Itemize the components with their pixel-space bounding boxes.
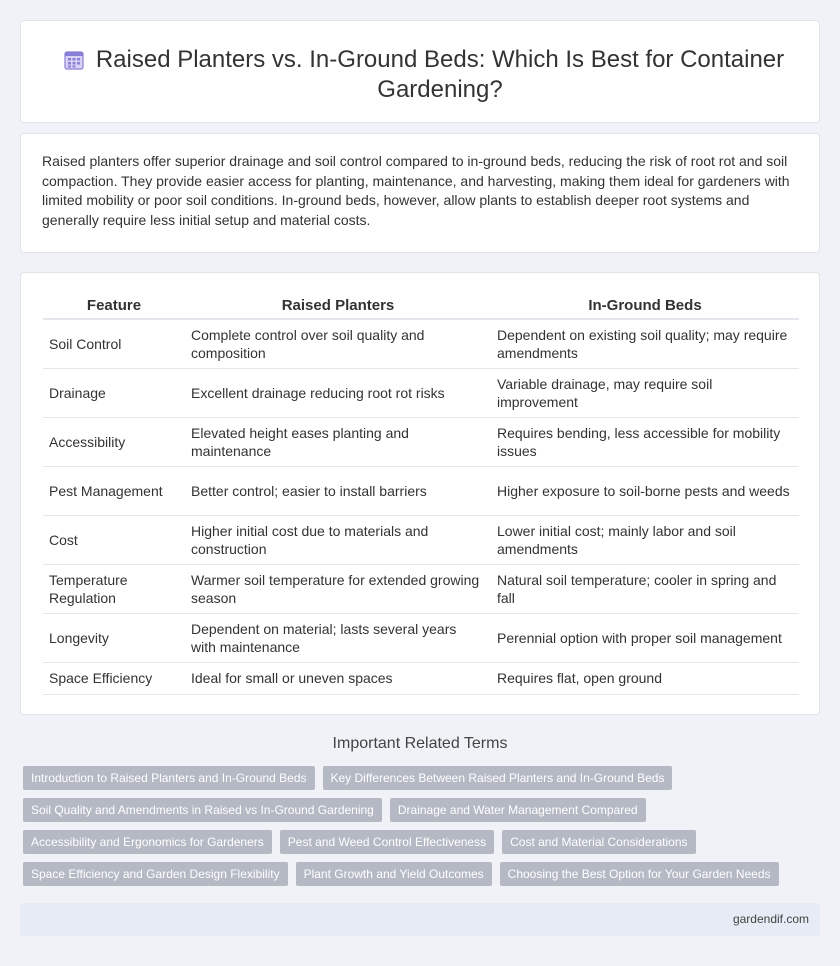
in-ground-beds-cell: Variable drainage, may require soil improvement [491,368,799,417]
raised-planters-cell: Ideal for small or uneven spaces [185,662,491,694]
table-row [43,417,799,466]
comparison-table [43,291,799,695]
related-term-tag[interactable]: Accessibility and Ergonomics for Gardeners [23,830,272,854]
title-card [20,20,820,123]
table-row [43,515,799,564]
feature-cell: Temperature Regulation [43,564,185,613]
feature-cell: Longevity [43,613,185,662]
table-row [43,319,799,368]
page-title: Raised Planters vs. In-Ground Beds: Which Is Best for Container Gardening? [95,46,785,103]
related-term-tag[interactable]: Plant Growth and Yield Outcomes [296,862,492,886]
raised-planters-cell: Warmer soil temperature for extended growing season [185,564,491,613]
feature-cell: Accessibility [43,417,185,466]
related-term-tag[interactable]: Soil Quality and Amendments in Raised vs In-Ground Gardening [23,798,382,822]
raised-planters-cell: Elevated height eases planting and maintenance [185,417,491,466]
in-ground-beds-cell: Dependent on existing soil quality; may require amendments [491,319,799,368]
table-row [43,564,799,613]
raised-planters-cell: Excellent drainage reducing root rot risks [185,368,491,417]
related-term-tag[interactable]: Choosing the Best Option for Your Garden Needs [500,862,779,886]
in-ground-beds-cell: Perennial option with proper soil management [491,613,799,662]
column-header-feature: Feature [43,291,185,319]
comparison-table-card [20,272,820,715]
related-term-tag[interactable]: Drainage and Water Management Compared [390,798,646,822]
column-header-raised-planters: Raised Planters [185,291,491,319]
related-term-tag[interactable]: Key Differences Between Raised Planters and In-Ground Beds [323,766,673,790]
table-row [43,368,799,417]
table-row [43,466,799,515]
related-term-tag[interactable]: Space Efficiency and Garden Design Flexibility [23,862,288,886]
related-terms-list [23,766,823,894]
in-ground-beds-cell: Higher exposure to soil-borne pests and weeds [491,466,799,515]
raised-planters-cell: Complete control over soil quality and composition [185,319,491,368]
feature-cell: Pest Management [43,466,185,515]
intro-paragraph: Raised planters offer superior drainage and soil control compared to in-ground beds, reducing the risk of root rot and soil compaction. They provide easier access for planting, maintenance, and harvesting, making them ideal for gardeners with limited mobility or poor soil conditions. In-ground beds, however, allow plants to establish deeper root systems and generally require less initial setup and material costs. [42,153,790,228]
in-ground-beds-cell: Requires bending, less accessible for mobility issues [491,417,799,466]
feature-cell: Cost [43,515,185,564]
intro-card [20,133,820,253]
table-row [43,613,799,662]
feature-cell: Drainage [43,368,185,417]
footer [20,903,820,936]
raised-planters-cell: Dependent on material; lasts several years with maintenance [185,613,491,662]
feature-cell: Space Efficiency [43,662,185,694]
in-ground-beds-cell: Requires flat, open ground [491,662,799,694]
in-ground-beds-cell: Lower initial cost; mainly labor and soil amendments [491,515,799,564]
in-ground-beds-cell: Natural soil temperature; cooler in spring and fall [491,564,799,613]
column-header-in-ground-beds: In-Ground Beds [491,291,799,319]
related-term-tag[interactable]: Cost and Material Considerations [502,830,695,854]
table-row [43,662,799,694]
table-header-row [43,291,799,319]
related-term-tag[interactable]: Introduction to Raised Planters and In-Ground Beds [23,766,315,790]
related-term-tag[interactable]: Pest and Weed Control Effectiveness [280,830,494,854]
related-terms-heading: Important Related Terms [332,735,508,752]
feature-cell: Soil Control [43,319,185,368]
raised-planters-cell: Better control; easier to install barriers [185,466,491,515]
footer-site-link[interactable]: gardendif.com [732,912,809,926]
raised-planters-cell: Higher initial cost due to materials and construction [185,515,491,564]
